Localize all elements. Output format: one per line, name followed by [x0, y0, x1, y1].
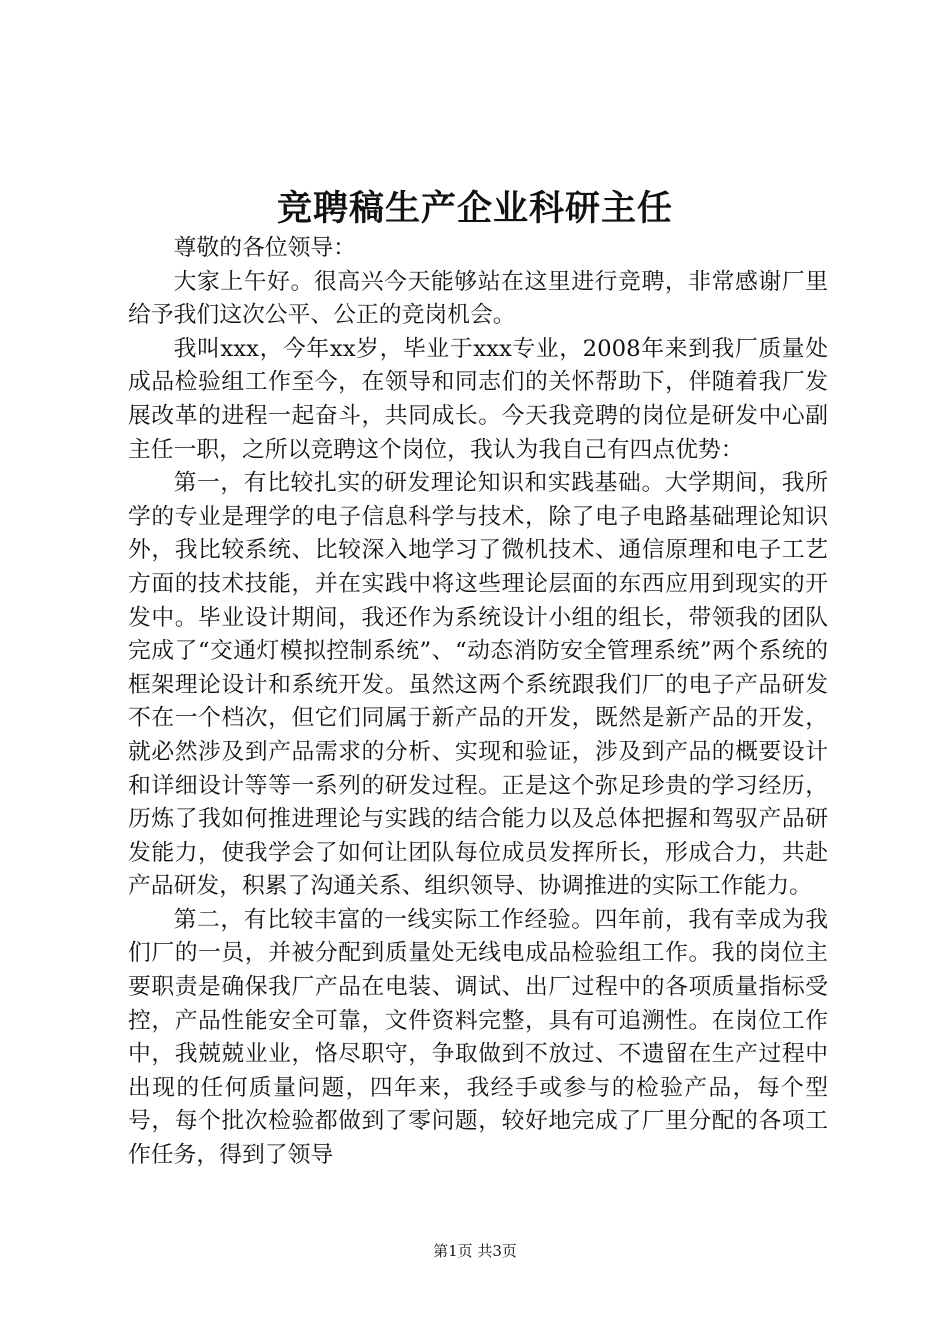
greeting-paragraph: 大家上午好。很高兴今天能够站在这里进行竞聘，非常感谢厂里给予我们这次公平、公正的竞岗机会。	[128, 268, 828, 329]
document-body	[128, 232, 828, 1173]
introduction-paragraph: 我叫xxx，今年xx岁，毕业于xxx专业，2008年来到我厂质量处成品检验组工作至今，在领导和同志们的关怀帮助下，伴随着我厂发展改革的进程一起奋斗，共同成长。今天我竞聘的岗位是研发中心副主任一职，之所以竞聘这个岗位，我认为我自己有四点优势：	[128, 335, 828, 463]
salutation-paragraph: 尊敬的各位领导：	[173, 235, 356, 261]
advantage-one-paragraph: 第一，有比较扎实的研发理论知识和实践基础。大学期间，我所学的专业是理学的电子信息科学与技术，除了电子电路基础理论知识外，我比较系统、比较深入地学习了微机技术、通信原理和电子工艺方面的技术技能，并在实践中将这些理论层面的东西应用到现实的开发中。毕业设计期间，我还作为系统设计小组的组长，带领我的团队完成了“交通灯模拟控制系统”、“动态消防安全管理系统”两个系统的框架理论设计和系统开发。虽然这两个系统跟我们厂的电子产品研发不在一个档次，但它们同属于新产品的开发，既然是新产品的开发，就必然涉及到产品需求的分析、实现和验证，涉及到产品的概要设计和详细设计等等一系列的研发过程。正是这个弥足珍贵的学习经历，历炼了我如何推进理论与实践的结合能力以及总体把握和驾驭产品研发能力，使我学会了如何让团队每位成员发挥所长，形成合力，共赴产品研发，积累了沟通关系、组织领导、协调推进的实际工作能力。	[128, 470, 828, 900]
document-title: 竞聘稿生产企业科研主任	[276, 188, 673, 229]
advantage-two-paragraph: 第二，有比较丰富的一线实际工作经验。四年前，我有幸成为我们厂的一员，并被分配到质量处无线电成品检验组工作。我的岗位主要职责是确保我厂产品在电装、调试、出厂过程中的各项质量指标受控，产品性能安全可靠，文件资料完整，具有可追溯性。在岗位工作中，我兢兢业业，恪尽职守，争取做到不放过、不遗留在生产过程中出现的任何质量问题，四年来，我经手或参与的检验产品，每个型号，每个批次检验都做到了零问题，较好地完成了厂里分配的各项工作任务，得到了领导	[128, 906, 828, 1169]
page-number-footer: 第1页 共3页	[433, 1242, 517, 1260]
